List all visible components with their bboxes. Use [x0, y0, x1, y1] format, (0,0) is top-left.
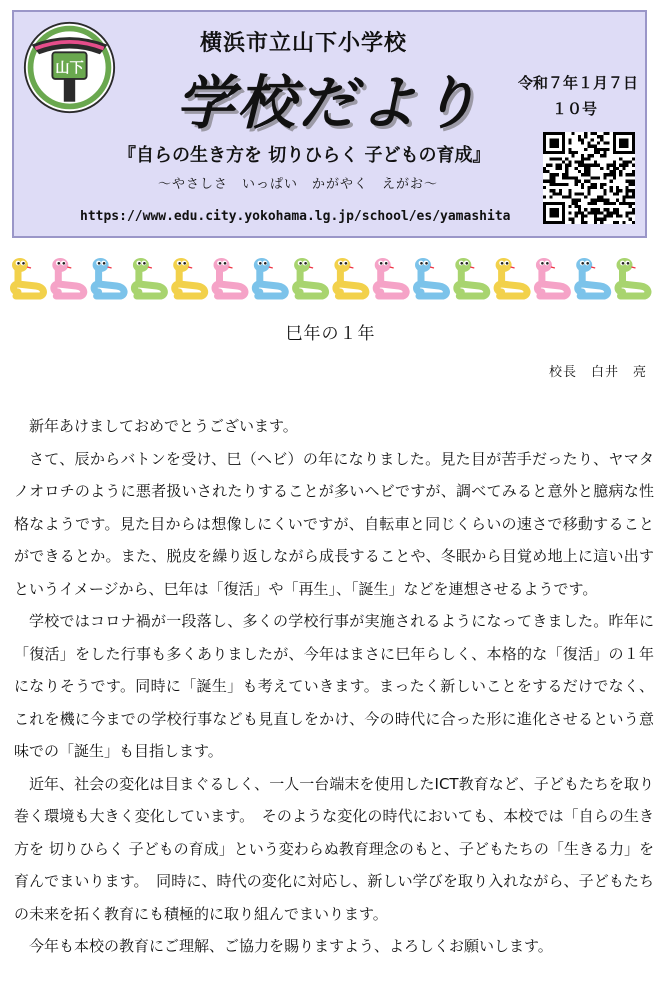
tagline: ～やさしさ いっぱい かがやく えがお～ [158, 177, 439, 192]
snake-icon [334, 258, 365, 296]
paragraph: 新年あけましておめでとうございます。 [29, 417, 298, 435]
snake-icon [576, 258, 607, 296]
qr-code-icon[interactable] [543, 132, 635, 224]
paragraph: 近年、社会の変化は目まぐるしく、一人一台端末を使用したICT教育など、子どもたちを取り巻く環境も大きく変化しています。 そのような変化の時代においても、本校では「自らの生き方を 切りひらく 子どもの育成」という変わらぬ教育理念のもと、子どもたちの「生きる力」を育んでまいります。 同時に、時代の変化に対応し、新しい学びを取り入れながら、子どもたちの未来を拓く教育にも積極的に取り組んでまいります。 [14, 774, 654, 923]
snake-icon [173, 258, 204, 296]
snake-icon [496, 258, 527, 296]
snake-icon [536, 258, 567, 296]
snake-icon [133, 258, 164, 296]
snake-icon [214, 258, 245, 296]
snake-icon [12, 258, 43, 296]
paragraph: さて、辰からバトンを受け、巳（ヘビ）の年になりました。見た目が苦手だったり、ヤマタノオロチのように悪者扱いされたりすることが多いヘビですが、調べてみると意外と臆病な性格なようです。見た目からは想像しにくいですが、自転車と同じくらいの速さで移動することができるとか。また、脱皮を繰り返しながら成長することや、冬眠から目覚め地上に這い出すというイメージから、巳年は「復活」や「再生」、「誕生」などを連想させるようです。 [14, 449, 654, 598]
issue-date: 令和７年１月７日 [518, 74, 639, 92]
article-body [14, 410, 654, 963]
snake-icon [375, 258, 406, 296]
paragraph: 学校ではコロナ禍が一段落し、多くの学校行事が実施されるようになってきました。昨年に「復活」をした行事も多くありましたが、今年はまさに巳年らしく、本格的な「復活」の１年になりそうです。同時に「誕生」も考えていきます。まったく新しいことをするだけでなく、これを機に今までの学校行事なども見直しをかけ、今の時代に合った形に進化させるという意味での「誕生」も目指します。 [14, 612, 654, 760]
snake-icon [455, 258, 486, 296]
school-emblem-icon [22, 20, 117, 115]
paragraph: 今年も本校の教育にご理解、ご協力を賜りますよう、よろしくお願いします。 [29, 937, 553, 955]
snake-icon [294, 258, 325, 296]
newsletter-title: 学校だより [176, 69, 482, 137]
emblem-text: 山下 [55, 60, 84, 77]
snake-decorative-border [8, 252, 653, 302]
snake-icon [415, 258, 446, 296]
article-title: 巳年の１年 [285, 324, 376, 344]
snake-icon [52, 258, 83, 296]
snake-icon [93, 258, 124, 296]
school-name: 横浜市立山下小学校 [200, 31, 408, 56]
school-motto: 『自らの生き方を 切りひらく 子どもの育成』 [118, 145, 491, 166]
website-url[interactable]: https://www.edu.city.yokohama.lg.jp/school/es/yamashita [80, 209, 511, 224]
article-author: 校長 白井 亮 [548, 365, 647, 380]
snake-icon [254, 258, 285, 296]
snake-icon [617, 258, 648, 296]
issue-number: １０号 [552, 100, 598, 118]
